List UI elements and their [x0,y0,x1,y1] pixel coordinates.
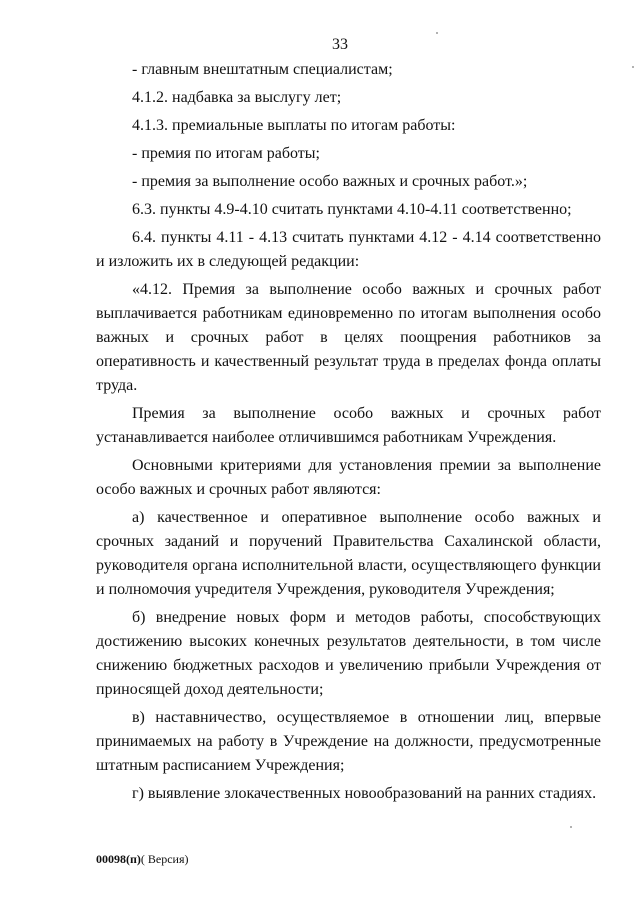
paragraph: г) выявление злокачественных новообразований на ранних стадиях. [132,785,597,802]
footer-code: 00098(п) [96,852,141,866]
document-body [96,58,601,810]
paragraph: а) качественное и оперативное выполнение особо важных и срочных заданий и поручений Правительства Сахалинской области, руководителя органа исполнительной власти, осуществляющего функции и полномочия учредителя Учреждения, руководителя Учреждения; [96,509,601,598]
paragraph: б) внедрение новых форм и методов работы, способствующих достижению высоких конечных результатов деятельности, в том числе снижению бюджетных расходов и увеличению прибыли Учреждения от приносящей доход деятельности; [96,609,601,698]
paragraph: Премия за выполнение особо важных и срочных работ устанавливается наиболее отличившимся работникам Учреждения. [96,405,601,446]
paragraph: - премия по итогам работы; [132,145,320,162]
page-number: 33 [332,36,348,53]
footer-version: ( Версия) [140,852,189,866]
paragraph: 4.1.2. надбавка за выслугу лет; [132,89,342,106]
scan-speck [632,66,634,68]
paragraph: «4.12. Премия за выполнение особо важных и срочных работ выплачивается работникам единовременно по итогам выполнения особо важных и срочных работ в целях поощрения работников за оперативность и качественный результат труда в пределах фонда оплаты труда. [96,281,601,394]
paragraph: - премия за выполнение особо важных и срочных работ.»; [132,173,528,190]
paragraph: Основными критериями для установления премии за выполнение особо важных и срочных работ являются: [96,457,601,498]
scan-speck [570,826,572,828]
paragraph: - главным внештатным специалистам; [132,61,393,78]
paragraph: 4.1.3. премиальные выплаты по итогам работы: [132,117,456,134]
paragraph: 6.3. пункты 4.9-4.10 считать пунктами 4.10-4.11 соответственно; [132,201,572,218]
scan-speck [436,32,438,34]
paragraph: в) наставничество, осуществляемое в отношении лиц, впервые принимаемых на работу в Учреждение на должности, предусмотренные штатным расписанием Учреждения; [96,709,601,774]
paragraph: 6.4. пункты 4.11 - 4.13 считать пунктами 4.12 - 4.14 соответственно и изложить их в следующей редакции: [96,229,601,270]
document-footer [96,852,189,867]
